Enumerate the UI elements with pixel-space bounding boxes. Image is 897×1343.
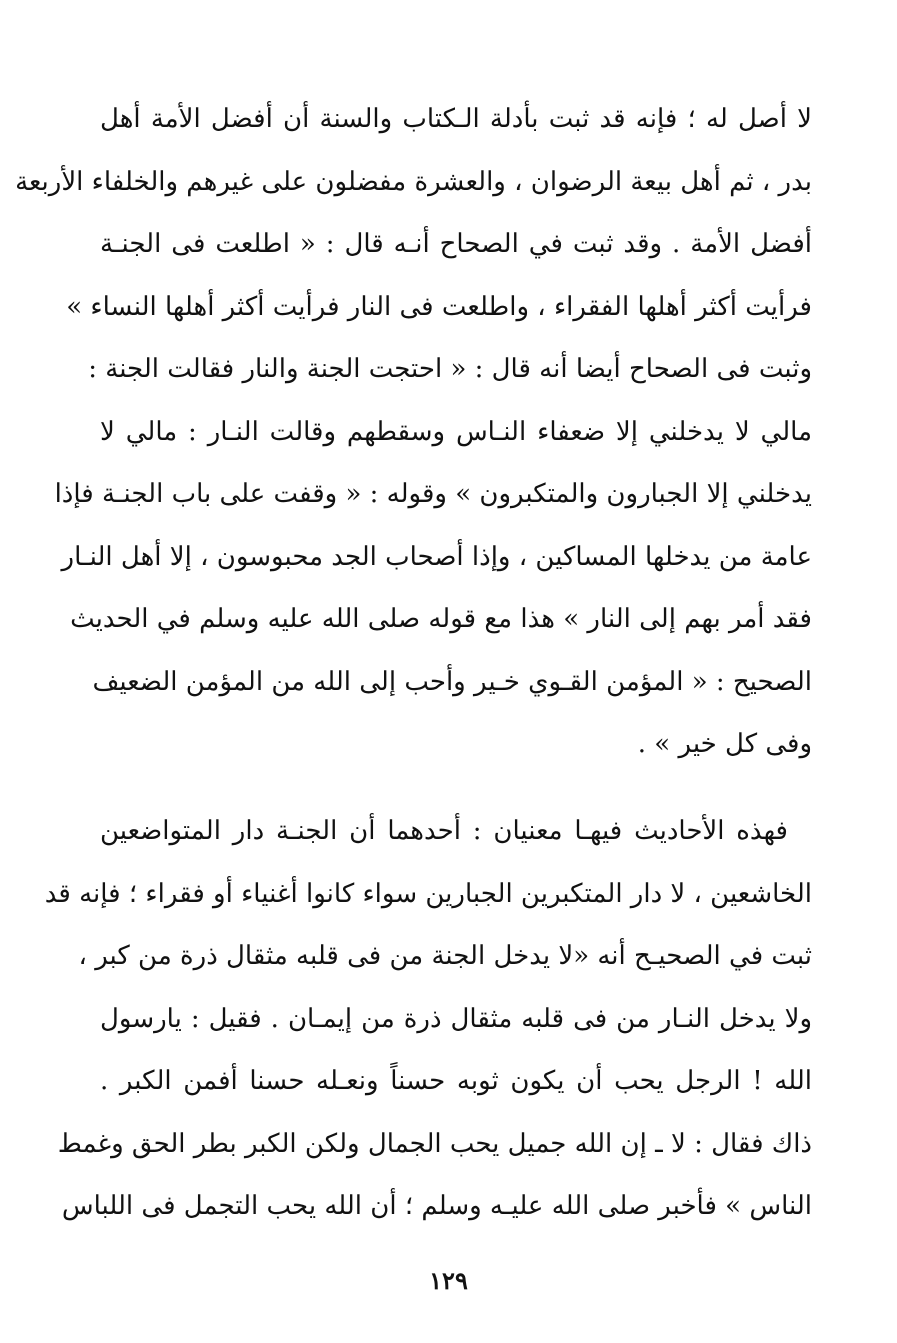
text-line: وثبت فى الصحاح أيضا أنه قال : « احتجت الجنة والنار فقالت الجنة : (88, 354, 812, 384)
text-line: وفى كل خير » . (637, 729, 812, 759)
text-line: يدخلني إلا الجبارون والمتكبرون » وقوله : « وقفت على باب الجنـة فإذا (54, 479, 812, 509)
text-line: الخاشعين ، لا دار المتكبرين الجبارين سواء كانوا أغنياء أو فقراء ؛ فإنه قد (44, 878, 812, 909)
text-line: فرأيت أكثر أهلها الفقراء ، واطلعت فى النار فرأيت أكثر أهلها النساء » (66, 291, 812, 322)
text-line: الله ! الرجل يحب أن يكون ثوبه حسناً ونعـله حسنا أفمن الكبر . (100, 1066, 812, 1096)
text-line: الصحيح : « المؤمن القـوي خـير وأحب إلى الله من المؤمن الضعيف (92, 666, 812, 697)
page-number: ١٢٩ (429, 1266, 468, 1295)
text-line: ذاك فقال : لا ـ إن الله جميل يحب الجمال ولكن الكبر بطر الحق وغمط (57, 1128, 812, 1159)
text-line: فهذه الأحاديث فيهـا معنيان : أحدهما أن الجنـة دار المتواضعين (100, 816, 788, 846)
text-line: ثبت في الصحيـح أنه «لا يدخل الجنة من فى قلبه مثقال ذرة من كبر ، (78, 941, 812, 971)
text-line: بدر ، ثم أهل بيعة الرضوان ، والعشرة مفضلون على غيرهم والخلفاء الأربعة (15, 166, 812, 197)
text-line: فقد أمر بهم إلى النار » هذا مع قوله صلى الله عليه وسلم في الحديث (70, 604, 812, 634)
text-line: الناس » فأخبر صلى الله عليـه وسلم ؛ أن الله يحب التجمل فى اللباس (61, 1191, 812, 1221)
paragraph-2 (44, 800, 812, 1238)
paragraph-1 (15, 88, 812, 776)
text-line: لا أصل له ؛ فإنه قد ثبت بأدلة الـكتاب والسنة أن أفضل الأمة أهل (100, 104, 812, 134)
text-line: مالي لا يدخلني إلا ضعفاء النـاس وسقطهم وقالت النـار : مالي لا (100, 416, 812, 447)
text-line: ولا يدخل النـار من فى قلبه مثقال ذرة من إيمـان . فقيل : يارسول (100, 1003, 812, 1034)
text-line: عامة من يدخلها المساكين ، وإذا أصحاب الجد محبوسون ، إلا أهل النـار (61, 541, 812, 572)
text-line: أفضل الأمة . وقد ثبت في الصحاح أنـه قال : « اطلعت فى الجنـة (100, 229, 812, 259)
